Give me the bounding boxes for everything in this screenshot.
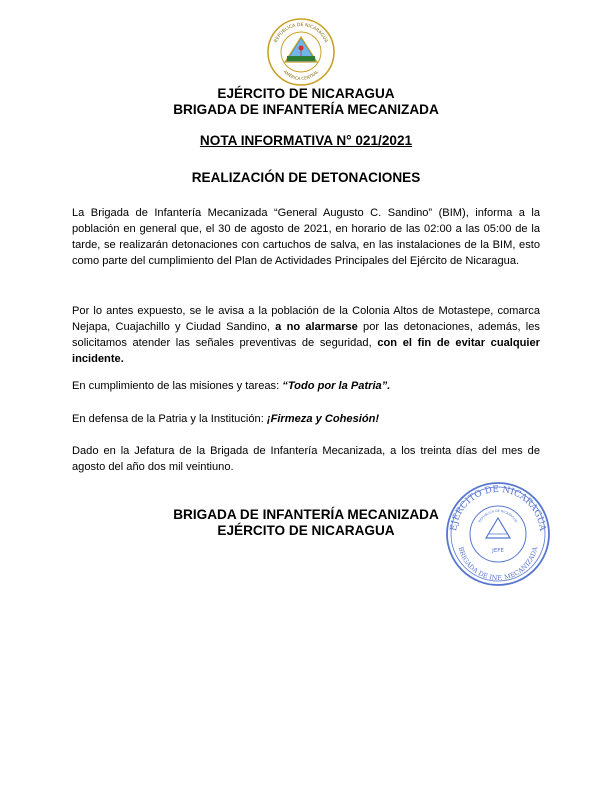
paragraph-date: Dado en la Jefatura de la Brigada de Infantería Mecanizada, a los treinta días del mes de agosto del año dos mil veintiuno. (72, 445, 540, 473)
mission-text: En cumplimiento de las misiones y tareas: (72, 380, 283, 392)
paragraph-defense (72, 412, 540, 428)
paragraph-warning (72, 304, 540, 368)
header-army-name: EJÉRCITO DE NICARAGUA (217, 86, 395, 101)
seal-top-text: REPÚBLICA DE NICARAGUA (273, 22, 329, 44)
stamp-center-label: JEFE (492, 548, 504, 554)
footer-brigade-name: BRIGADA DE INFANTERÍA MECANIZADA (173, 507, 439, 522)
warning-bold-1: a no alarmarse (275, 320, 358, 333)
footer-army-name: EJÉRCITO DE NICARAGUA (217, 523, 395, 538)
national-seal-logo (266, 17, 336, 87)
paragraph-mission (72, 379, 540, 395)
paragraph-announcement: La Brigada de Infantería Mecanizada “General Augusto C. Sandino” (BIM), informa a la población en general que, el 30 de agosto de 2021, en horario de las 02:00 a las 05:00 de la tarde, se realizarán detonaciones con cartuchos de salva, en las instalaciones de la BIM, esto como parte del cumplimiento del Plan de Actividades Principales del Ejército de Nicaragua. (72, 207, 540, 267)
warning-text-2: por las detonaciones, además, les solicitamos atender las señales preventivas de seguridad, (72, 320, 540, 349)
header-brigade-name: BRIGADA DE INFANTERÍA MECANIZADA (173, 102, 439, 117)
document-header (0, 86, 612, 118)
mission-motto: “Todo por la Patria”. (282, 380, 391, 392)
warning-bold-2: con el fin de evitar cualquier incidente. (72, 336, 540, 365)
defense-motto: ¡Firmeza y Cohesión! (266, 413, 380, 425)
defense-text: En defensa de la Patria y la Institución: (72, 413, 267, 425)
stamp-top-text: EJÉRCITO DE NICARAGUA (449, 484, 547, 532)
seal-bottom-text: AMÉRICA CENTRAL (282, 69, 320, 82)
stamp-inner-text: REPÚBLICA DE NICARAGUA (477, 508, 519, 524)
subject-heading: REALIZACIÓN DE DETONACIONES (191, 170, 421, 185)
note-title (0, 133, 612, 148)
official-stamp (444, 480, 552, 588)
warning-text-1: Por lo antes expuesto, se le avisa a la población de la Colonia Altos de Motastepe, comarca Nejapa, Cuajachillo y Ciudad Sandino, (72, 305, 540, 333)
stamp-bottom-text: BRIGADA DE INF. MECANIZADA (456, 545, 540, 583)
note-number: NOTA INFORMATIVA N° 021/2021 (199, 133, 413, 148)
